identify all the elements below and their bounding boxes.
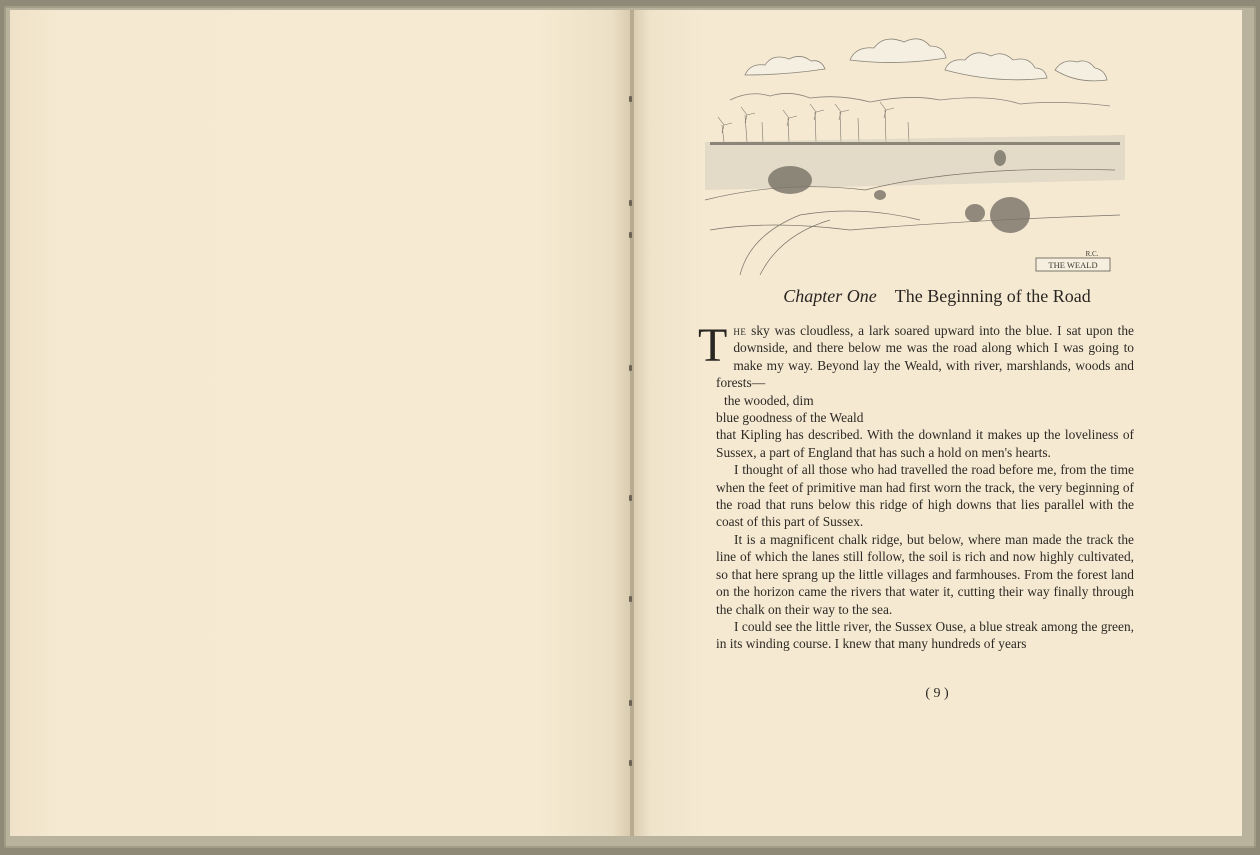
cloud [1055, 61, 1107, 81]
drop-cap: T [698, 319, 728, 372]
binding-stitch [629, 760, 632, 766]
cloud [850, 39, 946, 63]
opening-smallcaps: he [733, 323, 747, 338]
paragraph [698, 319, 1134, 392]
paragraph: It is a magnificent chalk ridge, but below, where man made the track the line of which the lanes still follow, the soil is rich and now highly cultivated, so that here sprang up the little villages and farmhouses. From the forest land on the horizon came the rivers that water it, cutting their way finally through the chalk on their way to the sea. [716, 531, 1134, 617]
illustration-caption: THE WEALD [1048, 260, 1098, 270]
binding-stitch [629, 200, 632, 206]
paragraph: that Kipling has described. With the downland it makes up the loveliness of Sussex, a part of England that has such a hold on men's hearts. [716, 427, 1134, 460]
binding-stitch [629, 232, 632, 238]
chapter-number: Chapter One [783, 286, 877, 306]
book-gutter [630, 10, 634, 836]
artist-initials: R.C. [1085, 250, 1099, 258]
binding-stitch [629, 596, 632, 602]
cloud [745, 56, 825, 75]
binding-stitch [629, 365, 632, 371]
weald-landscape-illustration [700, 30, 1130, 275]
page-number: ( 9 ) [925, 686, 949, 701]
cloud [945, 53, 1047, 80]
paragraph: I could see the little river, the Sussex Ouse, a blue streak among the green, in its winding course. I knew that many hundreds of years [716, 618, 1134, 652]
chapter-title: The Beginning of the Road [894, 286, 1091, 306]
chapter-heading [632, 286, 1242, 307]
left-page-blank [10, 10, 630, 836]
paragraph: I thought of all those who had travelled the road before me, from the time when the feet of primitive man had first worn the track, the very beginning of the road that runs below this ridge of high downs that lies parallel with the coast of this part of Sussex. [716, 462, 1134, 530]
binding-stitch [629, 96, 632, 102]
cloud [730, 93, 1110, 106]
binding-stitch [629, 495, 632, 501]
body-text [698, 319, 1134, 653]
paragraph-text: sky was cloudless, a lark soared upward into the blue. I sat upon the downside, and there below me was the road along which I was going to make my way. Beyond lay the Weald, with river, marshlands, woods and forests— [716, 323, 1134, 391]
verse-line: the wooded, dim [724, 392, 814, 408]
verse-line: blue goodness of the Weald [716, 410, 864, 426]
